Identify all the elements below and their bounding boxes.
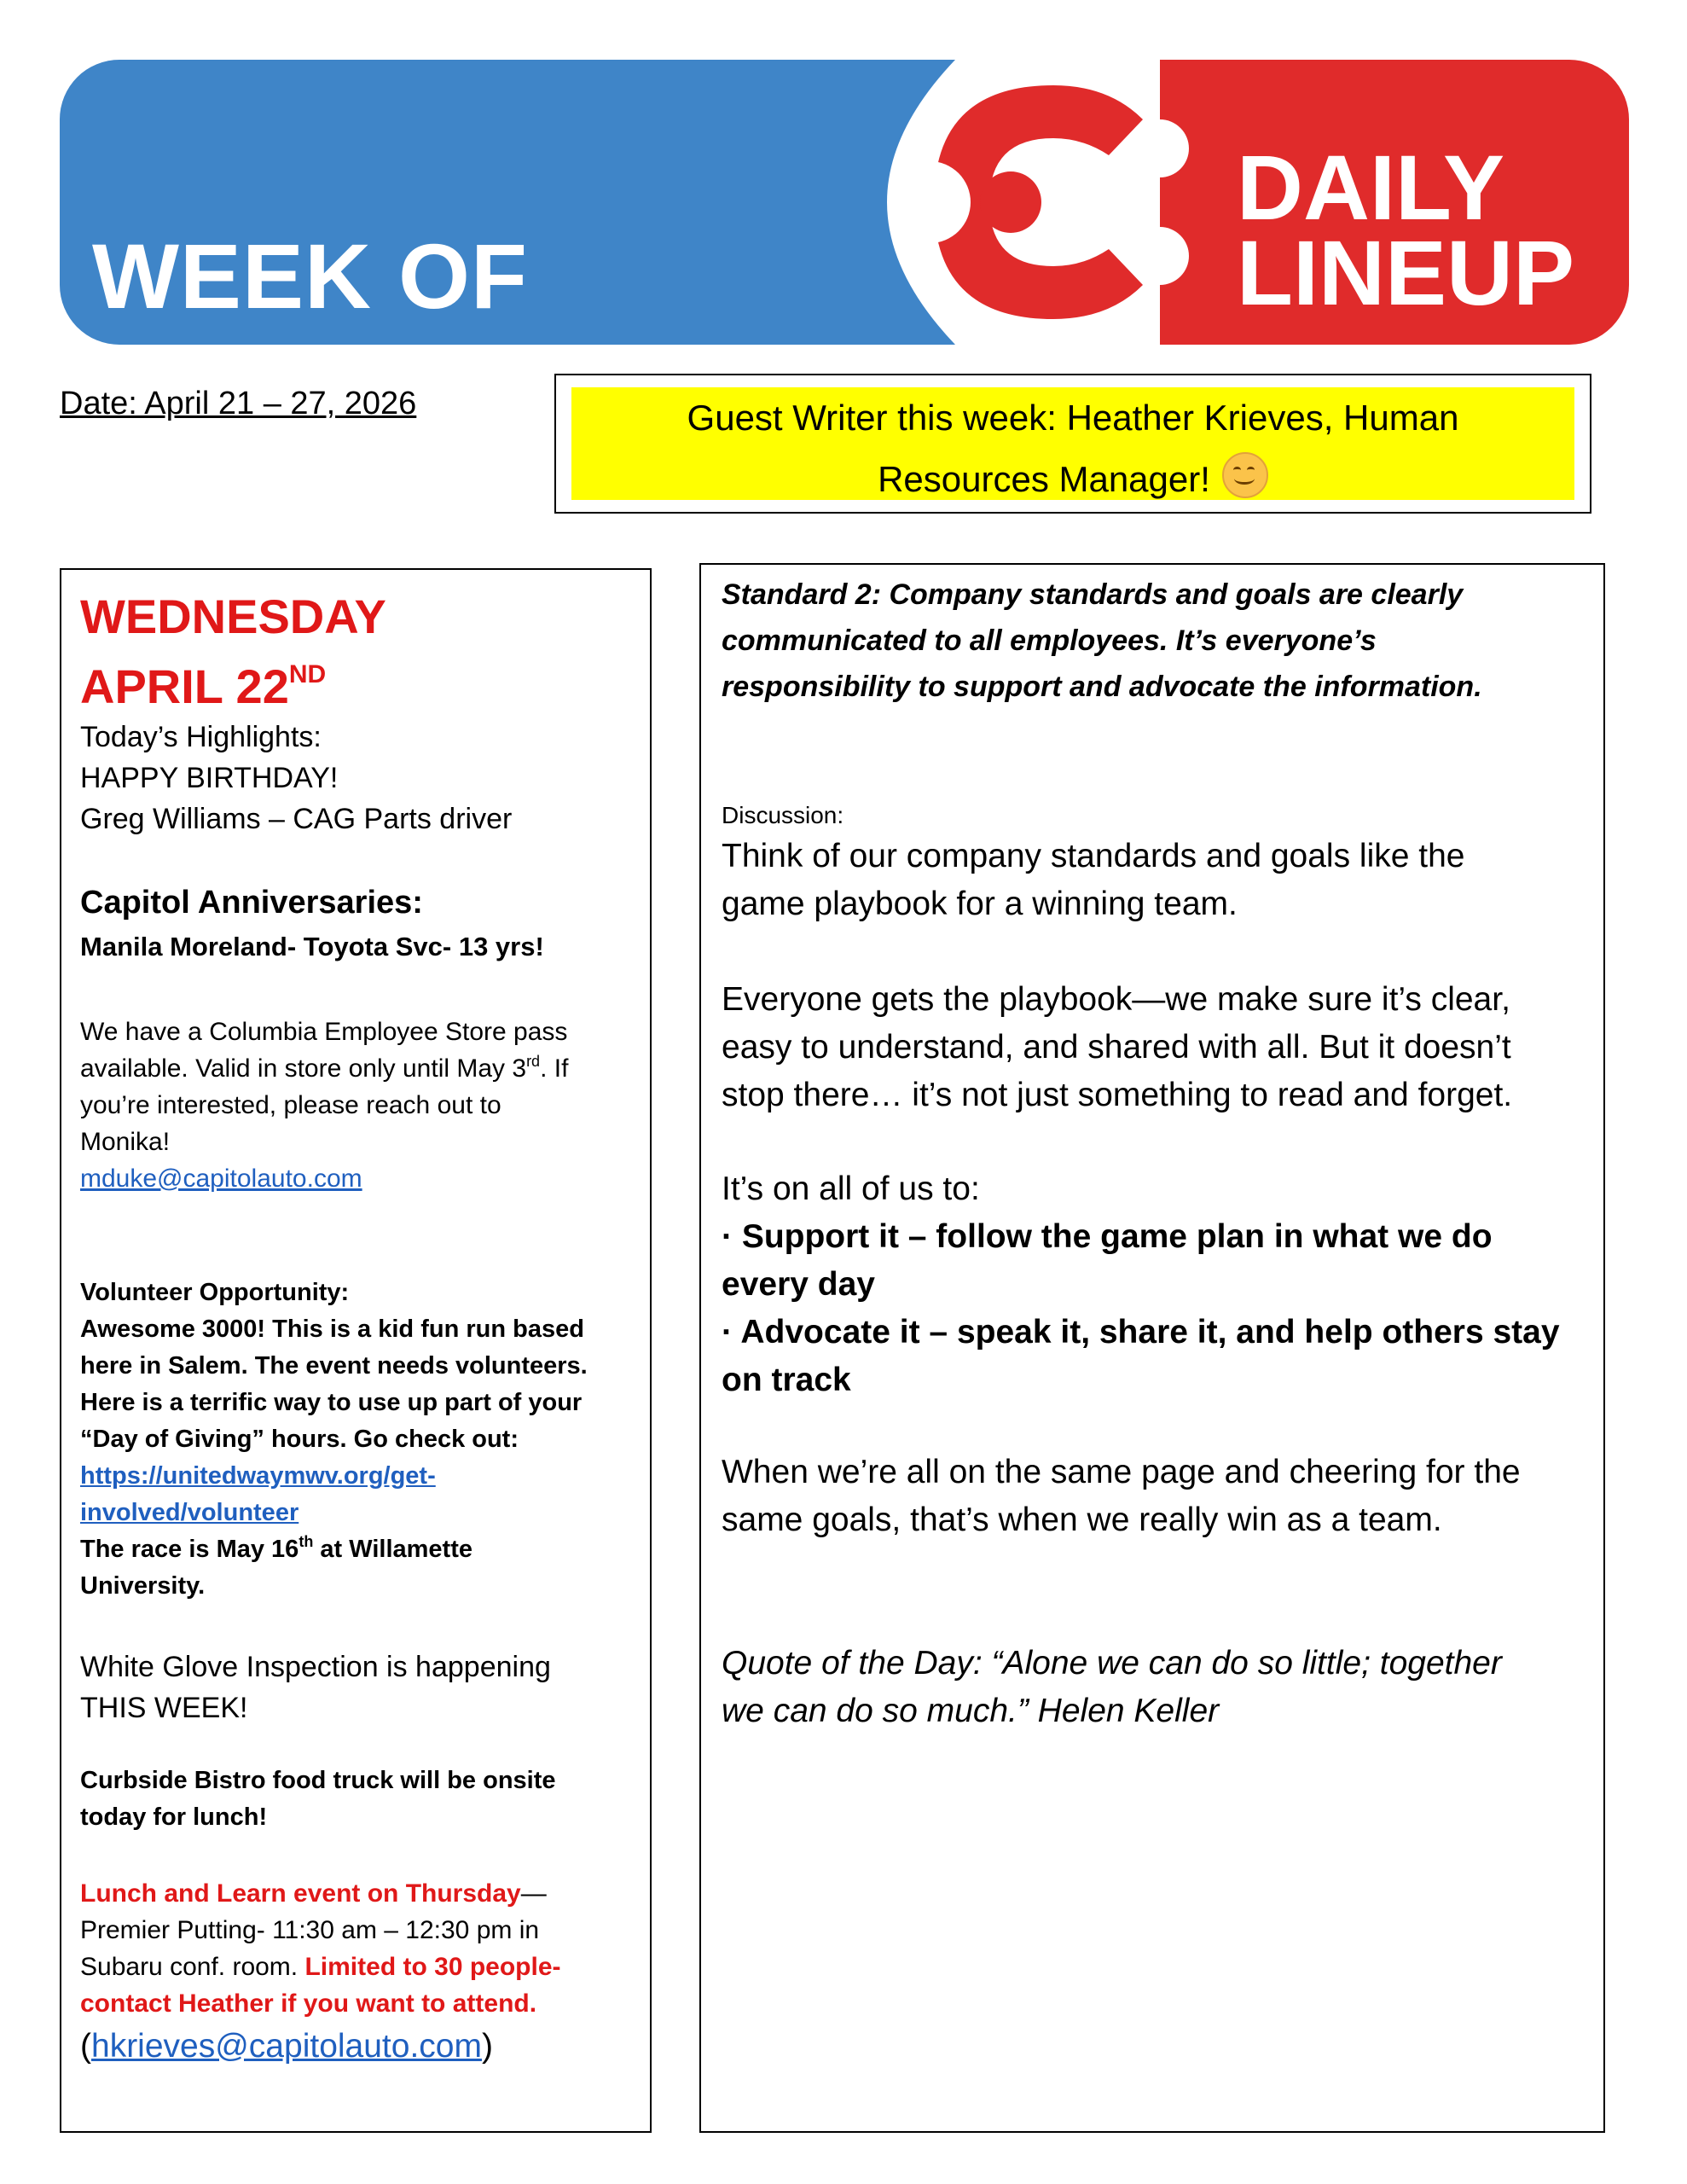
birthday-name: Greg Williams – CAG Parts driver: [80, 803, 513, 835]
store-line-4: Monika!: [80, 1128, 171, 1156]
volunteer-line-4: “Day of Giving” hours. Go check out:: [80, 1426, 519, 1453]
discussion-paragraph-4: [722, 1449, 1583, 1544]
store-line-3: you’re interested, please reach out to: [80, 1091, 501, 1119]
p2-line-2: easy to understand, and shared with all. But it doesn’t: [722, 1029, 1511, 1066]
p3-line-5: on track: [722, 1362, 851, 1398]
bistro-line-1: Curbside Bistro food truck will be onsite: [80, 1767, 556, 1794]
lunch-line-2: Premier Putting- 11:30 am – 12:30 pm in: [80, 1916, 540, 1944]
p3-line-1: It’s on all of us to:: [722, 1170, 980, 1207]
day-heading: [80, 582, 643, 722]
discussion-paragraph-2: [722, 976, 1583, 1119]
bistro-line-2: today for lunch!: [80, 1804, 268, 1831]
banner-lineup: LINEUP: [1237, 221, 1575, 324]
p3-line-3: every day: [722, 1266, 875, 1303]
guest-writer-line-2: Resources Manager!: [878, 459, 1210, 499]
white-glove-block: [80, 1647, 643, 1728]
birthday-heading: HAPPY BIRTHDAY!: [80, 762, 339, 794]
highlights-label: Today’s Highlights:: [80, 721, 322, 753]
volunteer-line-1: Awesome 3000! This is a kid fun run based: [80, 1316, 584, 1343]
paren-open: (: [80, 2028, 91, 2065]
lunch-learn-block: [80, 1875, 643, 2022]
store-email-link[interactable]: mduke@capitolauto.com: [80, 1165, 362, 1193]
discussion-label: Discussion:: [722, 802, 844, 828]
day-date-text: APRIL 22: [80, 659, 289, 713]
lunch-dash: —: [520, 1879, 547, 1908]
race-line-1-tail: at Willamette: [313, 1536, 473, 1563]
anniversary-line: Manila Moreland- Toyota Svc- 13 yrs!: [80, 932, 544, 961]
lunch-line-4: contact Heather if you want to attend.: [80, 1989, 537, 2018]
guest-writer-box: [554, 374, 1591, 514]
race-line-2: University.: [80, 1572, 206, 1600]
guest-writer-line-1: Guest Writer this week: Heather Krieves, Human: [687, 398, 1459, 438]
standard-statement: [722, 572, 1583, 710]
volunteer-link-2[interactable]: involved/volunteer: [80, 1499, 299, 1526]
volunteer-title: Volunteer Opportunity:: [80, 1279, 350, 1306]
day-date: [80, 652, 643, 722]
discussion-paragraph-3: [722, 1165, 1583, 1404]
p3-line-4: · Advocate it – speak it, share it, and help others stay: [722, 1314, 1560, 1350]
banner-daily: DAILY: [1237, 136, 1505, 239]
race-line-1: [80, 1531, 643, 1568]
race-line-1-text: The race is May 16: [80, 1536, 299, 1563]
anniversaries-title: Capitol Anniversaries:: [80, 885, 423, 921]
lunch-line-3: [80, 1949, 643, 1985]
quote-of-the-day: [722, 1640, 1583, 1735]
smiling-face-icon: [1222, 452, 1268, 498]
store-line-2-text: available. Valid in store only until May 3: [80, 1054, 527, 1083]
lunch-line-1: [80, 1875, 643, 1912]
p1-line-1: Think of our company standards and goals like the: [722, 838, 1465, 874]
p1-line-2: game playbook for a winning team.: [722, 886, 1238, 922]
guest-writer-line-2-wrap: [571, 449, 1574, 510]
white-glove-line-2: THIS WEEK!: [80, 1692, 248, 1724]
date-line: Date: April 21 – 27, 2026: [60, 386, 417, 421]
volunteer-block: [80, 1275, 643, 1605]
volunteer-line-3: Here is a terrific way to use up part of your: [80, 1389, 583, 1416]
banner-week-of: WEEK OF: [92, 224, 528, 328]
bistro-block: [80, 1763, 643, 1836]
store-line-2: [80, 1050, 643, 1087]
paren-close: ): [481, 2028, 493, 2065]
lunch-heading: Lunch and Learn event on Thursday: [80, 1879, 521, 1908]
standard-line-2: communicated to all employees. It’s everyone’s: [722, 624, 1377, 657]
day-date-suffix: ND: [288, 660, 327, 688]
day-name: WEDNESDAY: [80, 590, 386, 643]
quote-line-2: we can do so much.” Helen Keller: [722, 1693, 1220, 1729]
capitol-logo-icon: [853, 60, 1228, 345]
contact-email-link[interactable]: hkrieves@capitolauto.com: [91, 2028, 482, 2065]
highlights-block: [80, 717, 643, 839]
standard-line-3: responsibility to support and advocate the information.: [722, 671, 1482, 703]
volunteer-line-2: here in Salem. The event needs volunteers.: [80, 1352, 588, 1380]
discussion-paragraph-1: [722, 833, 1583, 928]
guest-writer-highlight: [571, 387, 1574, 500]
p4-line-1: When we’re all on the same page and cheering for the: [722, 1454, 1521, 1490]
p4-line-2: same goals, that’s when we really win as a team.: [722, 1502, 1442, 1538]
race-line-sup: th: [299, 1533, 314, 1550]
lunch-line-3-text: Subaru conf. room.: [80, 1953, 299, 1981]
volunteer-link-1[interactable]: https://unitedwaymwv.org/get-: [80, 1462, 436, 1490]
quote-line-1: Quote of the Day: “Alone we can do so little; together: [722, 1645, 1502, 1682]
p2-line-3: stop there… it’s not just something to read and forget.: [722, 1077, 1513, 1113]
p2-line-1: Everyone gets the playbook—we make sure it’s clear,: [722, 981, 1510, 1018]
lunch-limit: Limited to 30 people-: [298, 1953, 561, 1981]
contact-line: [80, 2024, 643, 2070]
banner-daily-lineup: [1237, 136, 1575, 324]
header-banner: [60, 60, 1629, 345]
store-line-2-tail: . If: [540, 1054, 569, 1083]
standard-line-1: Standard 2: Company standards and goals are clearly: [722, 578, 1464, 611]
store-line-1: We have a Columbia Employee Store pass: [80, 1018, 568, 1046]
store-line-2-sup: rd: [526, 1053, 541, 1070]
store-pass-block: [80, 1014, 643, 1197]
white-glove-line-1: White Glove Inspection is happening: [80, 1651, 551, 1683]
p3-line-2: · Support it – follow the game plan in what we do: [722, 1218, 1493, 1255]
